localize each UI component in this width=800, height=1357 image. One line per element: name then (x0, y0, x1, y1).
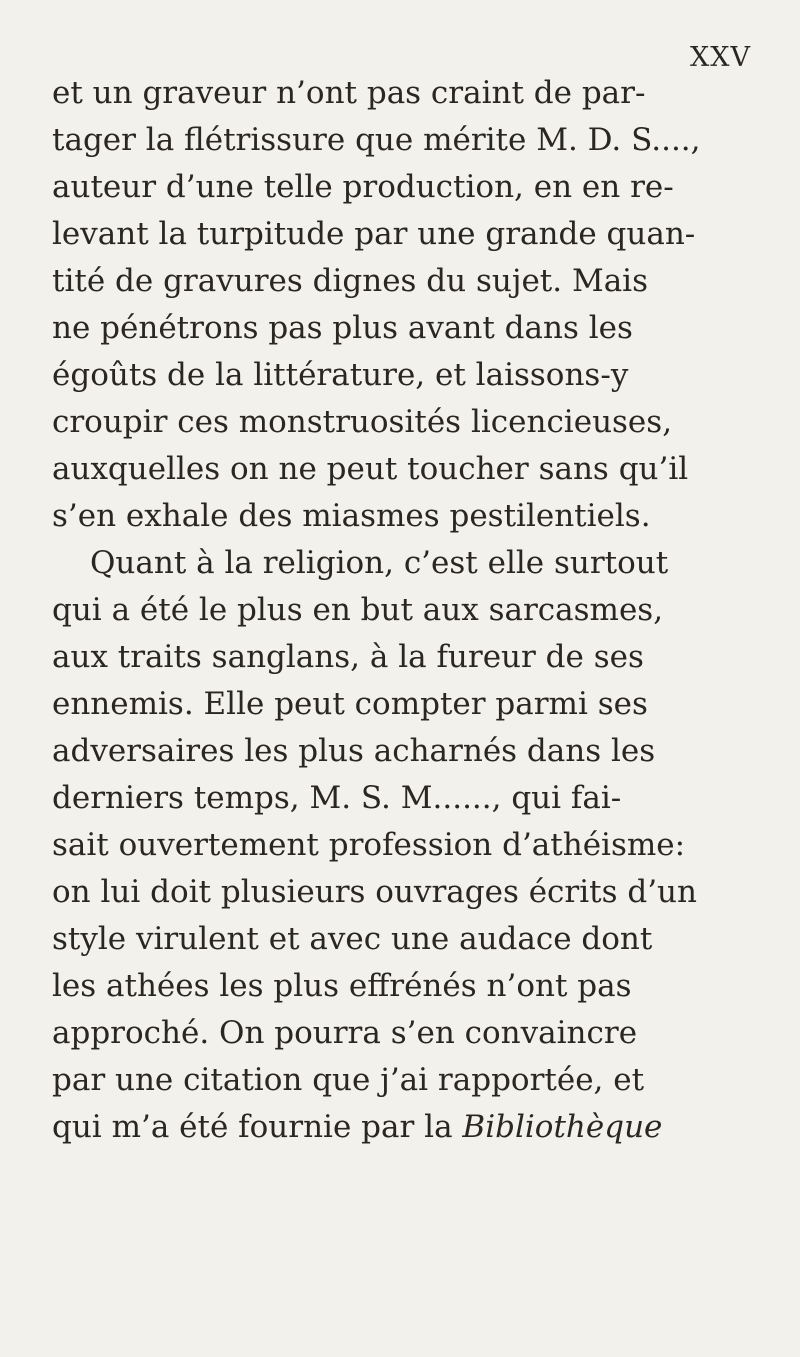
text-line-1: et un graveur n’ont pas craint de par- (52, 75, 646, 111)
text-line-9: auxquelles on ne peut toucher sans qu’il (52, 451, 689, 487)
text-line-18: on lui doit plusieurs ouvrages écrits d’un (52, 874, 697, 910)
text-line-21: approché. On pourra s’en convaincre (52, 1015, 638, 1051)
text-line-20: les athées les plus effrénés n’ont pas (52, 968, 632, 1004)
text-line-3: auteur d’une telle production, en en re- (52, 169, 674, 205)
text-line-23-start: qui m’a été fournie par la (52, 1109, 463, 1145)
text-line-12: qui a été le plus en but aux sarcasmes, (52, 592, 664, 628)
text-line-16: derniers temps, M. S. M......, qui fai- (52, 780, 622, 816)
text-line-6: ne pénétrons pas plus avant dans les (52, 310, 633, 346)
text-line-23-italic: Bibliothèque (462, 1109, 663, 1145)
text-line-2: tager la flétrissure que mérite M. D. S...., (52, 122, 701, 158)
text-line-10: s’en exhale des miasmes pestilentiels. (52, 498, 651, 534)
text-line-19: style virulent et avec une audace dont (52, 921, 653, 957)
text-line-4: levant la turpitude par une grande quan- (52, 216, 696, 252)
text-line-22: par une citation que j’ai rapportée, et (52, 1062, 645, 1098)
text-line-23 (52, 1104, 772, 1151)
text-line-15: adversaires les plus acharnés dans les (52, 733, 656, 769)
page-number: XXV (690, 42, 751, 73)
text-line-13: aux traits sanglans, à la fureur de ses (52, 639, 644, 675)
text-line-14: ennemis. Elle peut compter parmi ses (52, 686, 648, 722)
text-line-8: croupir ces monstruosités licencieuses, (52, 404, 673, 440)
body-text (52, 70, 772, 1151)
text-line-17: sait ouvertement profession d’athéisme: (52, 827, 686, 863)
text-line-5: tité de gravures dignes du sujet. Mais (52, 263, 649, 299)
text-line-7: égoûts de la littérature, et laissons-y (52, 357, 629, 393)
text-line-11-paragraph-start: Quant à la religion, c’est elle surtout (90, 545, 669, 581)
